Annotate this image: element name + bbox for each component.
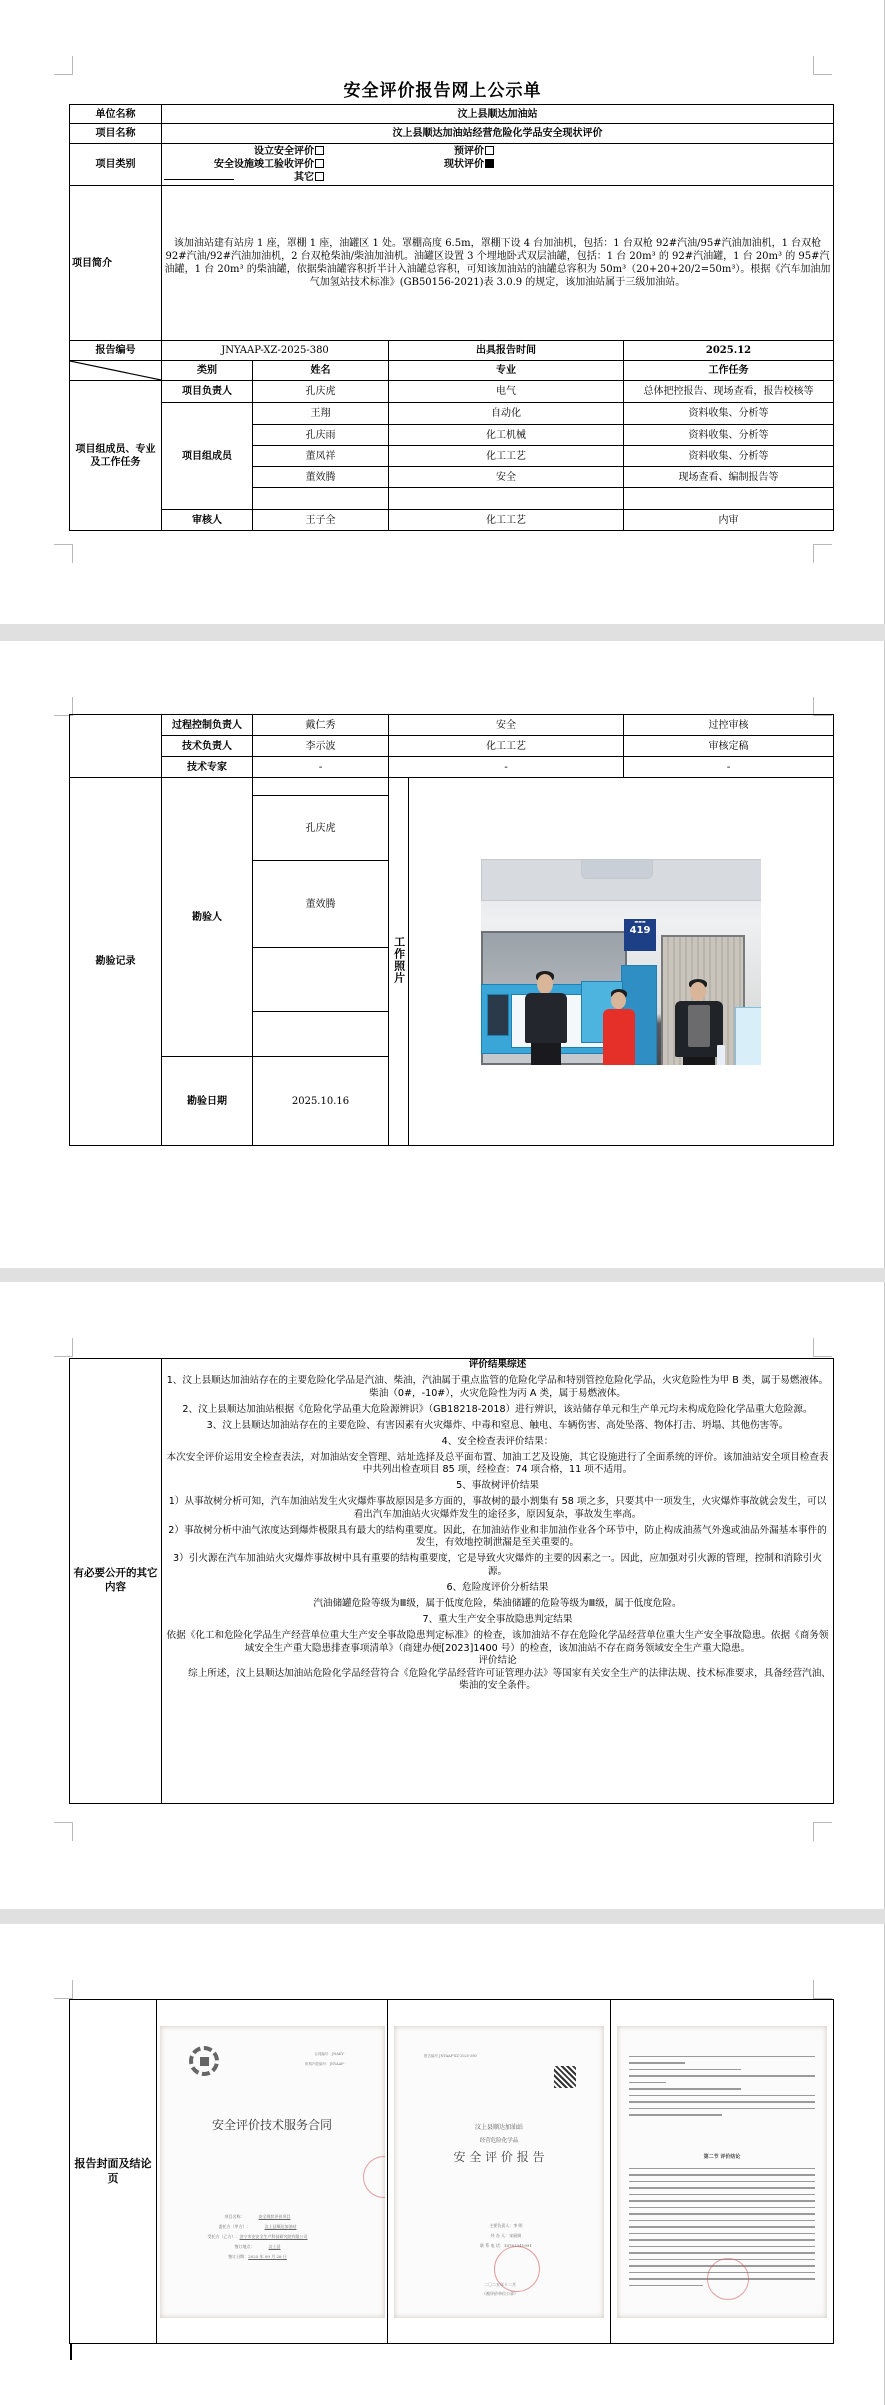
diagonal-header-cell xyxy=(70,361,162,381)
category-other-checkbox[interactable] xyxy=(315,172,324,181)
team-section-label: 项目组成员、专业及工作任务 xyxy=(70,381,162,531)
project-category-options xyxy=(162,144,834,186)
category-pre-label: 预评价 xyxy=(454,146,484,157)
contract-fields: 项目名称： 安全现状评价项目 委托方（甲方）： 汶上县顺达加油站 受托方（乙方）：济宁市安安全生产科技研究院有限公司 签订地点： 汶上县 签订日期：2025 年 09 月 28 日 xyxy=(207,2213,308,2259)
work-photo-label: 工作照片 xyxy=(392,935,406,984)
leader-major: 电气 xyxy=(389,381,624,403)
surveyor-spacer xyxy=(253,778,389,796)
work-photo-label-cell xyxy=(389,778,409,1146)
project-name-value: 汶上县顺达加油站经营危险化学品安全现状评价 xyxy=(162,124,834,144)
project-intro-label: 项目简介 xyxy=(70,186,162,341)
report-cover-table xyxy=(69,1999,834,2344)
text-cursor xyxy=(70,2344,72,2360)
member-major xyxy=(389,488,624,510)
work-photo-cell xyxy=(409,778,834,1146)
qr-code-icon xyxy=(554,2066,576,2088)
project-intro-text: 该加油站建有站房 1 座，罩棚 1 座，油罐区 1 处。罩棚高度 6.5m，罩棚下设 4 台加油机，包括：1 台双枪 92#汽油/95#汽油加油机，1 台双枪 92#汽油/92#汽油加油机，2 台双枪柴油/柴油加油机。油罐区设置 3 个埋地卧式双层油罐，包括：1 台 20m³ 的 92#汽油罐，1 台 20m³ 的 95#汽油罐，1 台 20m³ 的柴油罐，依据柴油罐容积折半计入油罐总容积，可知该加油站的油罐总容积为 50m³（20+20+20/2=50m³）。根据《汽车加油加气加氢站技术标准》(GB50156-2021)表 3.0.9 的规定，该加油站属于三级加油站。 xyxy=(162,186,834,341)
surveyor-name xyxy=(253,1012,389,1057)
summary-paragraph: 依据《化工和危险化学品生产经营单位重大生产安全事故隐患判定标准》的检查，该加油站不存在危险化学品经营单位重大生产安全事故隐患。依据《商务领域安全生产重大隐患排查事项清单》（商建办便[2023]1400 号）的检查，该加油站不存在商务领域安全生产重大隐患。 xyxy=(166,1630,829,1654)
team-continued-blank xyxy=(70,715,162,778)
summary-paragraph: 汽油储罐危险等级为Ⅲ级，属于低度危险，柴油储罐的危险等级为Ⅲ级，属于低度危险。 xyxy=(313,1598,682,1610)
tech-lead-name: 李示波 xyxy=(253,736,389,757)
tech-expert-name: - xyxy=(253,757,389,778)
conclusion-page-scan: 第二节 评价结论 xyxy=(617,2026,827,2318)
summary-paragraph: 2、汶上县顺达加油站根据《危险化学品重大危险源辨识》（GB18218-2018）进行辨识，该站储存单元和生产单元均未构成危险化学品重大危险源。 xyxy=(182,1403,813,1415)
report-no-label: 报告编号 xyxy=(70,341,162,361)
member-name xyxy=(253,488,389,510)
member-name: 董效腾 xyxy=(253,467,389,488)
summary-paragraph: 1）从事故树分析可知，汽车加油站发生火灾爆炸事故原因是多方面的，事故树的最小割集有 58 项之多，只要其中一项发生，火灾爆炸事故就会发生，可以看出汽车加油站火灾爆炸发生的途径多，原因复杂，事故发生率高。 xyxy=(168,1496,827,1520)
margin-corner-mark xyxy=(54,56,73,75)
tech-lead-task: 审核定稿 xyxy=(624,736,834,757)
category-establish-label: 设立安全评价 xyxy=(254,146,314,157)
red-seal xyxy=(363,2156,385,2198)
person-right xyxy=(671,979,727,1065)
summary-paragraph: 4、安全检查表评价结果： xyxy=(441,1435,554,1447)
safety-logo-icon xyxy=(189,2046,219,2076)
summary-paragraph: 5、事故树评价结果 xyxy=(456,1480,539,1492)
margin-corner-mark xyxy=(813,1338,832,1357)
page-3 xyxy=(0,1282,885,1909)
work-photo xyxy=(481,859,761,1065)
reviewer-name: 王子全 xyxy=(253,510,389,531)
person-left xyxy=(521,971,571,1065)
contract-cover-scan: 合同编号：JNAKY- 机构内控编号：JNYAAP- 安全评价技术服务合同 项目名称： 安全现状评价项目 委托方（甲方）： 汶上县顺达加油站 受托方（乙方）：济宁市安安全生产科技研究院有限公司 签订地点： 汶上县 签订日期：2025 年 09 月 28 日 xyxy=(160,2026,385,2318)
member-task: 资料收集、分析等 xyxy=(624,446,834,467)
address-sign: ▬▬▬ 419 xyxy=(624,919,656,951)
unit-name-value: 汶上县顺达加油站 xyxy=(162,105,834,124)
reviewer-major: 化工工艺 xyxy=(389,510,624,531)
surveyor-name xyxy=(253,948,389,1012)
summary-paragraph: 本次安全评价运用安全检查表法，对加油站安全管理、站址选择及总平面布置、加油工艺及设施，其它设施进行了全面系统的评价。该加油站安全项目检查表中共列出检查项目 85 项，经检查：74 项合格，11 项不适用。 xyxy=(166,1451,829,1476)
contract-title: 安全评价技术服务合同 xyxy=(211,2117,332,2132)
margin-corner-mark xyxy=(813,1822,832,1841)
member-name: 孔庆雨 xyxy=(253,425,389,446)
tech-expert-major: - xyxy=(389,757,624,778)
leader-task: 总体把控报告、现场查看，报告校核等 xyxy=(624,381,834,403)
team-header-major: 专业 xyxy=(389,361,624,381)
person-middle xyxy=(599,989,639,1065)
category-pre-checkbox[interactable] xyxy=(485,146,494,155)
report-no-value: JNYAAP-XZ-2025-380 xyxy=(162,341,389,361)
other-content-table xyxy=(69,1358,834,1804)
survey-record-label: 勘验记录 xyxy=(70,778,162,1146)
page-1 xyxy=(0,0,885,624)
margin-corner-mark xyxy=(54,1822,73,1841)
report-cover-cell xyxy=(388,2000,611,2344)
team-header-task: 工作任务 xyxy=(624,361,834,381)
summary-paragraph: 2）事故树分析中油气浓度达到爆炸极限具有最大的结构重要度。因此，在加油站作业和非加油作业各个环节中，防止构成油蒸气外逸或油品外漏基本事件的发生，有效地控制泄漏是至关重要的。 xyxy=(168,1524,827,1549)
cover-label: 报告封面及结论页 xyxy=(70,2000,157,2344)
document-title: 安全评价报告网上公示单 xyxy=(343,81,542,101)
evaluation-summary xyxy=(162,1359,834,1804)
member-major: 自动化 xyxy=(389,403,624,425)
tech-expert-label: 技术专家 xyxy=(162,757,253,778)
report-cover-scan: 报告编号 JNYAAP-XZ-2025-380 汶上县顺达加油站 经营危险化学品 安 全 评 价 报 告 主要负责人：李 明 经 办 人：宋丽娟 联 系 电 话：18763341991 二〇二五年十二月 （被评价单位公章） xyxy=(394,2026,604,2318)
issue-time-value: 2025.12 xyxy=(624,341,834,361)
team-continued-table xyxy=(69,714,834,1146)
member-task xyxy=(624,488,834,510)
summary-title: 评价结果综述 xyxy=(468,1359,527,1370)
page-2 xyxy=(0,641,885,1268)
basic-info-table xyxy=(69,104,834,531)
member-major: 化工机械 xyxy=(389,425,624,446)
summary-paragraph: 6、危险度评价分析结果 xyxy=(446,1581,549,1593)
tech-expert-task: - xyxy=(624,757,834,778)
process-control-task: 过控审核 xyxy=(624,715,834,736)
contract-cover-cell xyxy=(157,2000,388,2344)
unit-name-label: 单位名称 xyxy=(70,105,162,124)
tech-lead-major: 化工工艺 xyxy=(389,736,624,757)
issue-time-label: 出具报告时间 xyxy=(389,341,624,361)
red-seal xyxy=(707,2258,749,2300)
process-control-label: 过程控制负责人 xyxy=(162,715,253,736)
conclusion-text: 综上所述，汶上县顺达加油站危险化学品经营符合《危险化学品经营许可证管理办法》等国家有关安全生产的法律法规、技术标准要求，具备经营汽油、柴油的安全条件。 xyxy=(188,1667,831,1692)
summary-paragraph: 7、重大生产安全事故隐患判定结果 xyxy=(422,1614,573,1626)
surveyor-name: 董效腾 xyxy=(253,861,389,948)
member-task: 资料收集、分析等 xyxy=(624,425,834,446)
process-control-name: 戴仁秀 xyxy=(253,715,389,736)
team-header-name: 姓名 xyxy=(253,361,389,381)
surveyor-name: 孔庆虎 xyxy=(253,796,389,861)
reviewer-label: 审核人 xyxy=(162,510,253,531)
margin-corner-mark xyxy=(813,56,832,75)
conclusion-title: 评价结论 xyxy=(478,1655,517,1667)
member-task: 现场查看、编制报告等 xyxy=(624,467,834,488)
summary-paragraph: 3）引火源在汽车加油站火灾爆炸事故树中具有重要的结构重要度，它是导致火灾爆炸的主要的因素之一。因此，应加强对引火源的管理，控制和消除引火源。 xyxy=(173,1553,822,1577)
member-major: 化工工艺 xyxy=(389,446,624,467)
page-4 xyxy=(0,1924,885,2405)
project-name-label: 项目名称 xyxy=(70,124,162,144)
category-current-label: 现状评价 xyxy=(444,159,484,170)
member-task: 资料收集、分析等 xyxy=(624,403,834,425)
process-control-major: 安全 xyxy=(389,715,624,736)
category-establish-checkbox[interactable] xyxy=(315,146,324,155)
leader-label: 项目负责人 xyxy=(162,381,253,403)
other-content-label: 有必要公开的其它内容 xyxy=(70,1359,162,1804)
diagonal-line-icon xyxy=(70,361,161,380)
reviewer-task: 内审 xyxy=(624,510,834,531)
team-header-category: 类别 xyxy=(162,361,253,381)
category-acceptance-label: 安全设施竣工验收评价 xyxy=(214,159,314,170)
member-major: 安全 xyxy=(389,467,624,488)
category-current-checkbox[interactable] xyxy=(485,159,494,168)
project-category-label: 项目类别 xyxy=(70,144,162,186)
category-other-label: 其它 xyxy=(294,172,314,183)
member-name: 董凤祥 xyxy=(253,446,389,467)
category-other-blank xyxy=(164,171,234,180)
summary-paragraph: 1、汶上县顺达加油站存在的主要危险化学品是汽油、柴油，汽油属于重点监管的危险化学品和特别管控危险化学品，火灾危险性为甲 B 类，属于易燃液体。柴油（0#，-10#），火灾危险性为丙 A 类，属于易燃液体。 xyxy=(166,1375,829,1399)
report-cover-title: 安 全 评 价 报 告 xyxy=(453,2149,545,2164)
margin-corner-mark xyxy=(813,544,832,563)
margin-corner-mark xyxy=(54,544,73,563)
margin-corner-mark xyxy=(54,1980,73,1999)
member-name: 王翔 xyxy=(253,403,389,425)
conclusion-page-cell xyxy=(611,2000,834,2344)
survey-date-value: 2025.10.16 xyxy=(253,1057,389,1146)
margin-corner-mark xyxy=(813,1980,832,1999)
survey-date-label: 勘验日期 xyxy=(162,1057,253,1146)
category-acceptance-checkbox[interactable] xyxy=(315,159,324,168)
tech-lead-label: 技术负责人 xyxy=(162,736,253,757)
surveyor-label: 勘验人 xyxy=(162,778,253,1057)
summary-paragraph: 3、汶上县顺达加油站存在的主要危险、有害因素有火灾爆炸、中毒和窒息、触电、车辆伤害、高处坠落、物体打击、坍塌、其他伤害等。 xyxy=(206,1419,789,1431)
members-label: 项目组成员 xyxy=(162,403,253,510)
leader-name: 孔庆虎 xyxy=(253,381,389,403)
margin-corner-mark xyxy=(54,1338,73,1357)
